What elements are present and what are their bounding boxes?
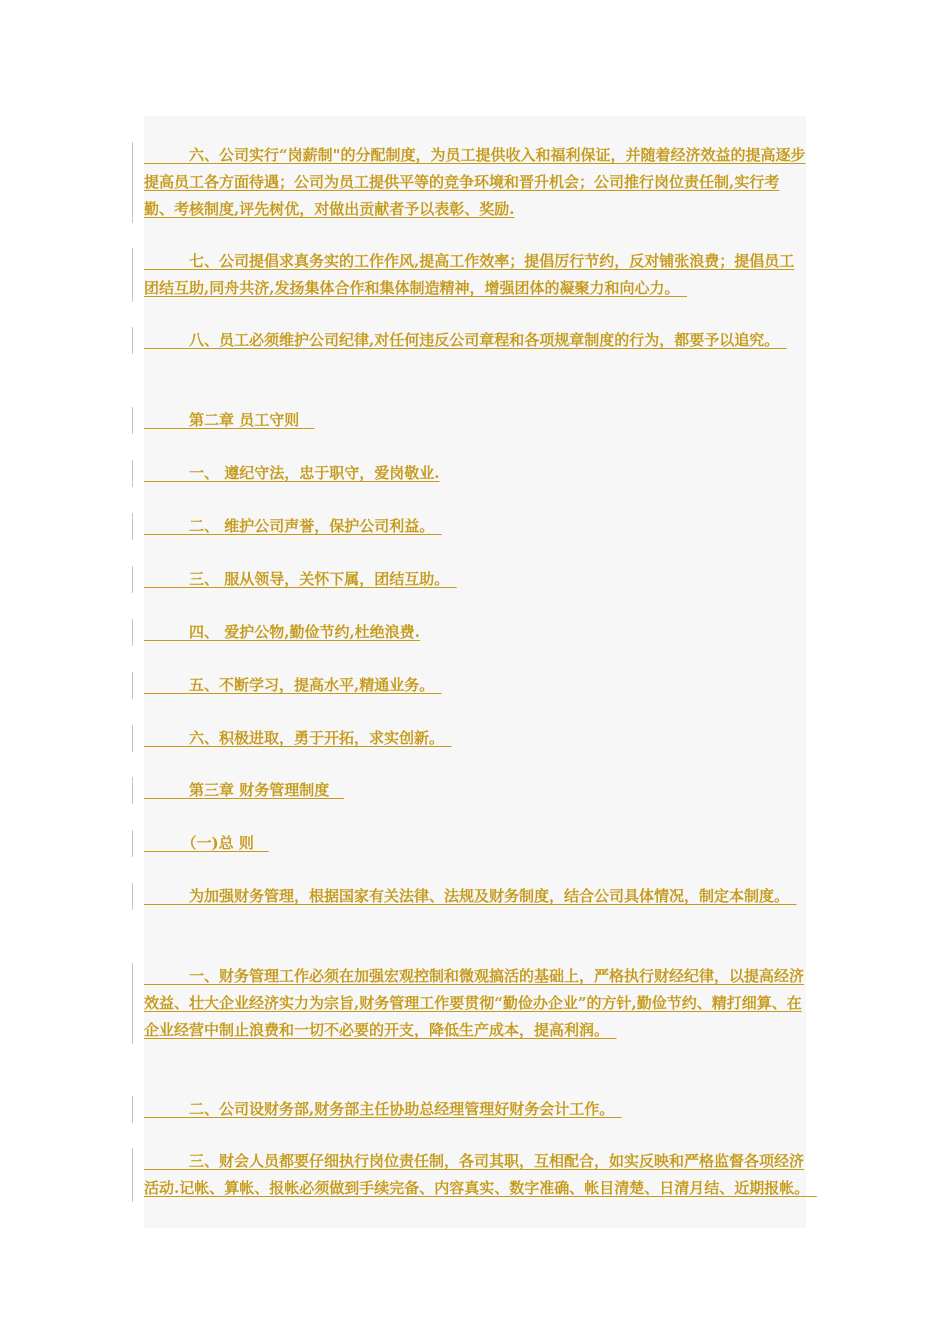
paragraph-compensation <box>144 142 806 223</box>
paragraph-text: 三、财会人员都要仔细执行岗位责任制，各司其职，互相配合，如实反映和严格监督各项经济活动.记帐、算帐、报帐必须做到手续完备、内容真实、数字准确、帐目清楚、日清月结、近期报帐。 <box>144 1152 817 1197</box>
heading-text: （一)总 则 <box>144 834 269 852</box>
rule-text: 六、积极进取，勇于开拓，求实创新。 <box>144 729 452 747</box>
margin-bar <box>132 1096 133 1123</box>
margin-bar <box>132 142 133 223</box>
rule-item-5 <box>144 672 806 699</box>
paragraph-text: 七、公司提倡求真务实的工作作风,提高工作效率；提倡厉行节约，反对铺张浪费；提倡员工团结互助,同舟共济,发扬集体合作和集体制造精神，增强团体的凝聚力和向心力。 <box>144 252 795 297</box>
margin-bar <box>132 566 133 593</box>
rule-item-4 <box>144 619 806 646</box>
margin-bar <box>132 883 133 910</box>
section-heading-general <box>144 830 806 857</box>
paragraph-text: 六、公司实行“岗薪制"的分配制度，为员工提供收入和福利保证，并随着经济效益的提高逐步提高员工各方面待遇；公司为员工提供平等的竞争环境和晋升机会；公司推行岗位责任制,实行考勤、考核制度,评先树优，对做出贡献者予以表彰、奖励. <box>144 146 806 218</box>
margin-bar <box>132 725 133 752</box>
rule-text: 一、 遵纪守法，忠于职守，爱岗敬业. <box>144 464 440 482</box>
rule-item-6 <box>144 725 806 752</box>
rule-text: 三、 服从领导，关怀下属，团结互助。 <box>144 570 457 588</box>
rule-item-2 <box>144 513 806 540</box>
paragraph-discipline <box>144 327 806 354</box>
paragraph-text: 为加强财务管理，根据国家有关法律、法规及财务制度，结合公司具体情况，制定本制度。 <box>144 887 797 905</box>
chapter-heading-2 <box>144 407 806 434</box>
margin-bar <box>132 777 133 804</box>
margin-bar <box>132 963 133 1044</box>
paragraph-text: 一、财务管理工作必须在加强宏观控制和微观搞活的基础上，严格执行财经纪律，以提高经济效益、壮大企业经济实力为宗旨,财务管理工作要贯彻“勤俭办企业”的方针,勤俭节约、精打细算、在企业经营中制止浪费和一切不必要的开支，降低生产成本，提高利润。 <box>144 967 805 1039</box>
paragraph-text: 八、员工必须维护公司纪律,对任何违反公司章程和各项规章制度的行为，都要予以追究。 <box>144 331 787 349</box>
heading-text: 第三章 财务管理制度 <box>144 781 345 799</box>
paragraph-finance-principle <box>144 963 806 1044</box>
rule-text: 五、不断学习，提高水平,精通业务。 <box>144 676 442 694</box>
rule-item-1 <box>144 460 806 487</box>
rule-item-3 <box>144 566 806 593</box>
rule-text: 二、 维护公司声誉，保护公司利益。 <box>144 517 442 535</box>
margin-bar <box>132 1148 133 1202</box>
rule-text: 四、 爱护公物,勤俭节约,杜绝浪费. <box>144 623 420 641</box>
margin-bar <box>132 248 133 302</box>
paragraph-finance-dept <box>144 1096 806 1123</box>
margin-bar <box>132 407 133 434</box>
margin-bar <box>132 513 133 540</box>
margin-bar <box>132 460 133 487</box>
margin-bar <box>132 619 133 646</box>
margin-bar <box>132 327 133 354</box>
paragraph-accounting-staff <box>144 1148 817 1202</box>
paragraph-purpose <box>144 883 806 910</box>
margin-bar <box>132 672 133 699</box>
paragraph-text: 二、公司设财务部,财务部主任协助总经理管理好财务会计工作。 <box>144 1100 622 1118</box>
margin-bar <box>132 830 133 857</box>
paragraph-work-style <box>144 248 806 302</box>
heading-text: 第二章 员工守则 <box>144 411 315 429</box>
chapter-heading-3 <box>144 777 806 804</box>
